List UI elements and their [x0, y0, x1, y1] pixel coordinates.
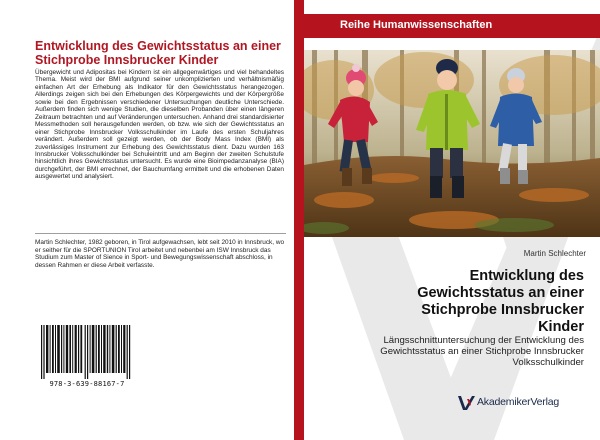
series-banner: [304, 14, 600, 38]
back-cover: [0, 0, 294, 440]
barcode-panel: [35, 321, 139, 394]
back-cover-divider: [35, 233, 286, 234]
front-author: Martin Schlechter: [523, 249, 586, 258]
front-title: Entwicklung des Gewichtsstatus an einer Stichprobe Innsbrucker Kinder: [417, 268, 584, 335]
front-subtitle: Längsschnittuntersuchung der Entwicklung des Gewichtsstatus an einer Stichprobe Innsbrucker Volksschulkinder: [380, 335, 584, 369]
av-logo-icon: [458, 396, 475, 410]
back-cover-blurb: Übergewicht und Adipositas bei Kindern ist ein allgegenwärtiges und viel behandeltes Thema. Meist wird der BMI aufgrund seiner unkomplizierten und verhältnismäßig einfachen Art der Erhebung als Indikator für den Gewichtsstatus herangezogen. Allerdings zeigen sich bei den Erhebungen des Körpergewichts und der Körpergröße sowie bei den Ergebnissen verschiedener Untersuchungen deutliche Unterschiede. Außerdem finden sich wenige Studien, die dieselben Probanden über einen längeren Zeitraum betrachten und auf Veränderungen untersuchen. Anhand drei standardisierter Messmethoden soll herausgefunden werden, ob bzw. wie sich der Gewichtsstatus an einer Stichprobe Innsbrucker Volksschulkinder im Laufe des ersten Schuljahres verändert. Außerdem soll gezeigt werden, ob der Body Mass Index (BMI) als zuverlässiges Instrument zur Erhebung des Gewichtsstatus dient. Dazu wurden 163 Innsbrucker Volksschulkinder bei Schuleintritt und am Beginn der zweiten Schulstufe hinsichtlich ihres Gewichtsstatus untersucht. Es wurde eine Bioimpedanzanalyse (BIA) durchgeführt, der BMI errechnet, der Bauchumfang ermittelt und die erhobenen Daten ausgewertet und analysiert.: [35, 69, 284, 181]
spine: [294, 0, 304, 440]
author-bio: Martin Schlechter, 1982 geboren, in Tirol aufgewachsen, lebt seit 2010 in Innsbruck, wo er seither für die SPORTUNION Tirol arbeitet und nebenbei am ISW Innsbruck das Studium zum Master of Sience in Sport- und Bewegungswissenschaft abschloss, in dessen Rahmen er diese Arbeit verfasste.: [35, 239, 285, 269]
cover-photo: [304, 50, 600, 237]
publisher-logo: [458, 395, 588, 411]
barcode-icon: [37, 325, 137, 379]
back-cover-title: Entwicklung des Gewichtsstatus an einer Stichprobe Innsbrucker Kinder: [35, 39, 281, 67]
series-label: Reihe Humanwissenschaften: [340, 19, 493, 31]
front-cover: [304, 0, 600, 440]
isbn-number: 978-3-639-88167-7: [49, 380, 125, 388]
publisher-name: AkademikerVerlag: [477, 396, 560, 408]
